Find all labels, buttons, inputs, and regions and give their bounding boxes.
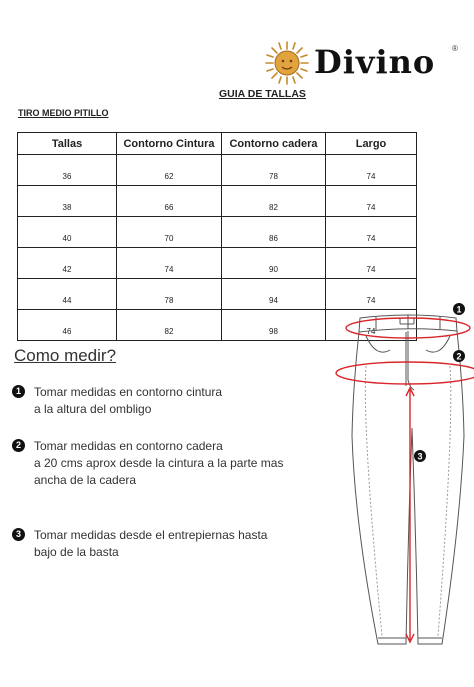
cell-waist: 78 <box>117 279 222 310</box>
table-row <box>18 155 417 186</box>
how-to-measure-title: Como medir? <box>14 346 117 365</box>
step-text: Tomar medidas en contorno cintura a la altura del ombligo <box>34 385 223 416</box>
cell-length: 74 <box>326 248 417 279</box>
table-header-row <box>18 133 417 155</box>
header-contorno-cintura: Contorno Cintura <box>117 133 222 155</box>
cell-length: 74 <box>326 155 417 186</box>
cell-length: 74 <box>326 310 417 341</box>
header-largo: Largo <box>326 133 417 155</box>
cell-hip: 78 <box>222 155 326 186</box>
step-text: Tomar medidas desde el entrepiernas hasta bajo de la basta <box>34 528 268 559</box>
cell-size: 44 <box>18 279 117 310</box>
step-text: Tomar medidas en contorno cadera a 20 cms aprox desde la cintura a la parte mas ancha de la cadera <box>34 439 284 487</box>
cell-waist: 70 <box>117 217 222 248</box>
svg-text:3: 3 <box>417 451 423 462</box>
marker-2-badge <box>453 350 465 362</box>
pants-measurement-diagram <box>330 296 474 658</box>
table-row <box>18 248 417 279</box>
cell-waist: 66 <box>117 186 222 217</box>
cell-size: 40 <box>18 217 117 248</box>
step-number-badge: 3 <box>12 528 25 541</box>
cell-size: 38 <box>18 186 117 217</box>
fit-subtitle: TIRO MEDIO PITILLO <box>18 108 109 118</box>
cell-size: 36 <box>18 155 117 186</box>
cell-length: 74 <box>326 279 417 310</box>
svg-text:2: 2 <box>456 351 462 362</box>
brand-name: Divino <box>314 43 436 81</box>
table-row <box>18 186 417 217</box>
cell-size: 46 <box>18 310 117 341</box>
cell-hip: 94 <box>222 279 326 310</box>
step-number-badge: 1 <box>12 385 25 398</box>
page-title: GUIA DE TALLAS <box>219 88 306 100</box>
cell-hip: 86 <box>222 217 326 248</box>
cell-length: 74 <box>326 217 417 248</box>
registered-mark: ® <box>452 44 458 53</box>
marker-1-badge <box>453 303 465 315</box>
header-tallas: Tallas <box>18 133 117 155</box>
table-row <box>18 217 417 248</box>
marker-3-badge <box>414 450 426 462</box>
sun-face-icon <box>264 40 310 86</box>
cell-length: 74 <box>326 186 417 217</box>
cell-hip: 98 <box>222 310 326 341</box>
cell-waist: 74 <box>117 248 222 279</box>
cell-size: 42 <box>18 248 117 279</box>
cell-hip: 82 <box>222 186 326 217</box>
brand-logo <box>264 40 464 86</box>
svg-text:1: 1 <box>456 304 462 315</box>
cell-hip: 90 <box>222 248 326 279</box>
hip-measure-line <box>336 362 474 384</box>
step-number-badge: 2 <box>12 439 25 452</box>
cell-waist: 82 <box>117 310 222 341</box>
header-contorno-cadera: Contorno cadera <box>222 133 326 155</box>
cell-waist: 62 <box>117 155 222 186</box>
